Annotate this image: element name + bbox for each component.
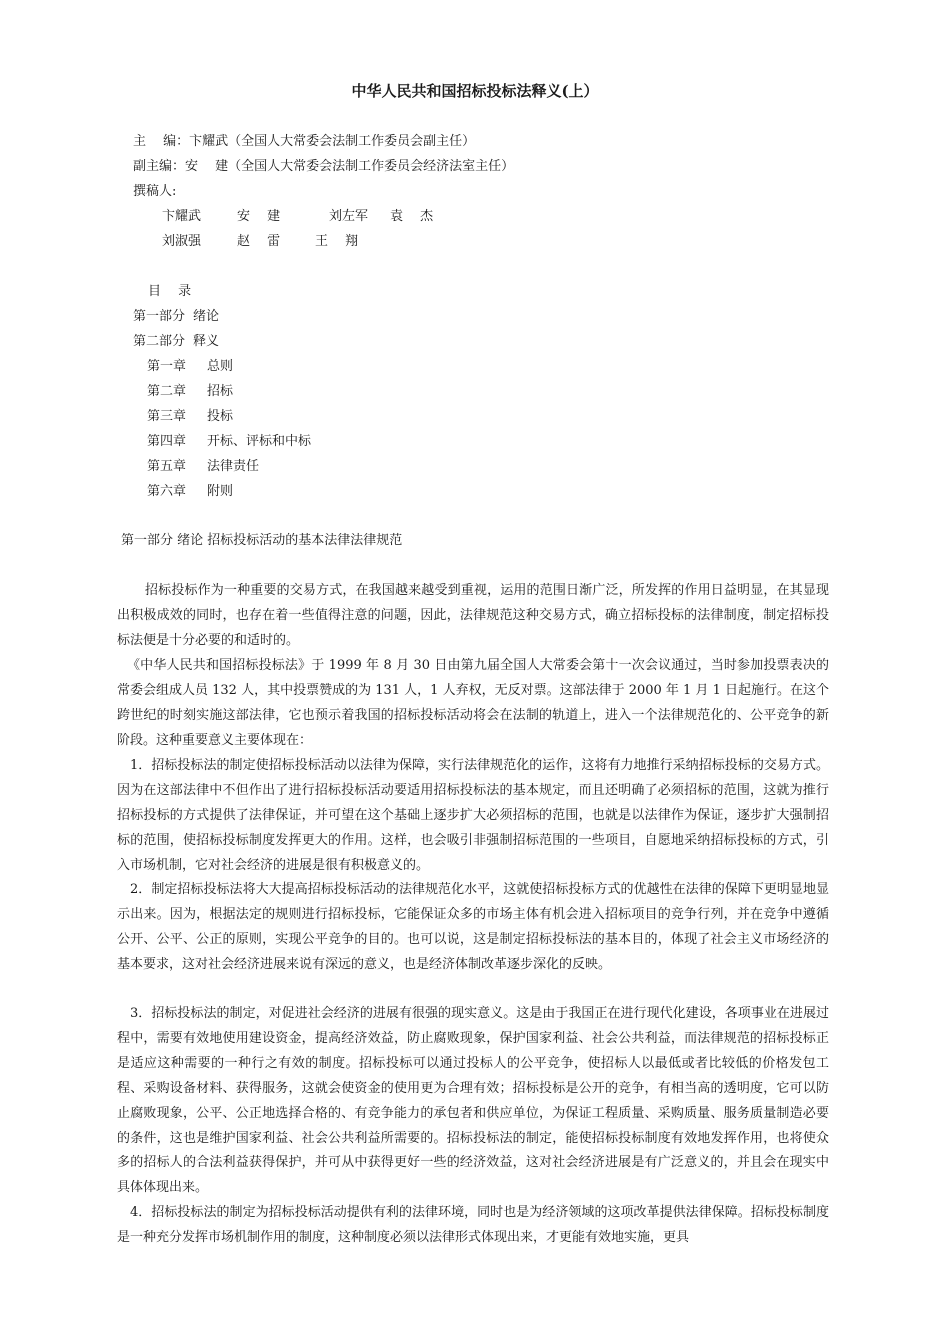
toc-part-number: 第一部分: [133, 309, 186, 324]
body-paragraph: 招标投标作为一种重要的交易方式，在我国越来越受到重视，运用的范围日渐广泛，所发挥的作用日益明显，在其显现出积极成效的同时，也存在着一些值得注意的问题，因此，法律规范这种交易方式，确立招标投标的法律制度，制定招标投标法便是十分必要的和适时的。: [117, 583, 829, 648]
toc-chapter-number: 第三章: [147, 409, 187, 424]
document-title: 中华人民共和国招标投标法释义(上）: [351, 82, 599, 100]
section-heading: 第一部分 绪论 招标投标活动的基本法律法律规范: [121, 533, 403, 548]
editor-line: 主 编：卞耀武（全国人大常委会法制工作委员会副主任）: [133, 134, 476, 149]
body-paragraph: 《中华人民共和国招标投标法》于 1999 年 8 月 30 日由第九届全国人大常委会第十一次会议通过，当时参加投票表决的常委会组成人员 132 人，其中投票赞成的为 131 人，1 人弃权，无反对票。这部法律于 2000 年 1 月 1 日起施行。在这个跨世纪的时刻实施这部法律，它也预示着我国的招标投标活动将会在法制的轨道上，进入一个法律规范化的、公平竞争的新阶段。这种重要意义主要体现在：: [117, 658, 829, 748]
toc-chapter-number: 第六章: [147, 484, 187, 499]
toc-chapter-number: 第五章: [147, 459, 187, 474]
writers-row-1: [162, 207, 433, 227]
toc-chapter-number: 第一章: [147, 359, 187, 374]
toc-part-item[interactable]: [133, 332, 219, 352]
toc-chapter-item[interactable]: [147, 382, 233, 402]
toc-chapter-item[interactable]: [147, 432, 311, 452]
toc-chapter-name: 招标: [207, 384, 234, 399]
toc-chapter-item[interactable]: [147, 407, 233, 427]
toc-heading: 目 录: [148, 284, 192, 299]
toc-part-number: 第二部分: [133, 334, 186, 349]
body-paragraph: 4．招标投标法的制定为招标投标活动提供有利的法律环境，同时也是为经济领域的这项改革提供法律保障。招标投标制度是一种充分发挥市场机制作用的制度，这种制度必须以法律形式体现出来，才更能有效地实施，更具: [117, 1205, 829, 1245]
toc-part-name: 释义: [193, 334, 220, 349]
writer-name: 袁 杰: [390, 209, 434, 224]
toc-chapter-name: 开标、评标和中标: [207, 434, 312, 449]
toc-part-item[interactable]: [133, 307, 219, 327]
body-paragraph: 3．招标投标法的制定，对促进社会经济的进展有很强的现实意义。这是由于我国正在进行现代化建设，各项事业在进展过程中，需要有效地使用建设资金，提高经济效益，防止腐败现象，保护国家利益、社会公共利益，而法律规范的招标投标正是适应这种需要的一种行之有效的制度。招标投标可以通过投标人的公平竞争，使招标人以最低或者比较低的价格发包工程、采购设备材料、获得服务，这就会使资金的使用更为合理有效；招标投标是公开的竞争，有相当高的透明度，它可以防止腐败现象，公平、公正地选择合格的、有竞争能力的承包者和供应单位，为保证工程质量、采购质量、服务质量制造必要的条件，这也是维护国家利益、社会公共利益所需要的。招标投标法的制定，能使招标投标制度有效地发挥作用，也将使众多的招标人的合法利益获得保护，并可从中获得更好一些的经济效益，这对社会经济进展是有广泛意义的，并且会在现实中具体体现出来。: [117, 1006, 829, 1196]
writer-name: 卞耀武: [162, 209, 202, 224]
toc-chapter-number: 第四章: [147, 434, 187, 449]
writer-name: 赵 雷: [237, 234, 281, 249]
toc-chapter-name: 投标: [207, 409, 234, 424]
toc-part-name: 绪论: [193, 309, 220, 324]
toc-chapter-name: 总则: [207, 359, 234, 374]
toc-chapter-item[interactable]: [147, 457, 259, 477]
toc-chapter-item[interactable]: [147, 482, 233, 502]
writer-name: 刘左军: [329, 209, 369, 224]
toc-chapter-number: 第二章: [147, 384, 187, 399]
writer-name: 王 翔: [315, 234, 359, 249]
writer-name: 刘淑强: [162, 234, 202, 249]
deputy-editor-line: 副主编：安 建（全国人大常委会法制工作委员会经济法室主任）: [133, 159, 515, 174]
writer-name: 安 建: [237, 209, 281, 224]
writers-label: 撰稿人:: [133, 184, 177, 199]
toc-chapter-item[interactable]: [147, 357, 233, 377]
body-paragraph: 2．制定招标投标法将大大提高招标投标活动的法律规范化水平，这就使招标投标方式的优越性在法律的保障下更明显地显示出来。因为，根据法定的规则进行招标投标，它能保证众多的市场主体有机会进入招标项目的竞争行列，并在竞争中遵循公开、公平、公正的原则，实现公平竞争的目的。也可以说，这是制定招标投标法的基本目的，体现了社会主义市场经济的基本要求，这对社会经济进展来说有深远的意义，也是经济体制改革逐步深化的反映。: [117, 882, 829, 972]
toc-chapter-name: 附则: [207, 484, 234, 499]
body-paragraph: 1．招标投标法的制定使招标投标活动以法律为保障，实行法律规范化的运作，这将有力地推行采纳招标投标的交易方式。因为在这部法律中不但作出了进行招标投标活动要适用招标投标法的基本规定，而且还明确了必须招标的范围，这就为推行招标投标的方式提供了法律保证，并可望在这个基础上逐步扩大必须招标的范围，也就是以法律作为保证，逐步扩大强制招标的范围，使招标投标制度发挥更大的作用。这样，也会吸引非强制招标范围的一些项目，自愿地采纳招标投标的方式，引入市场机制，它对社会经济的进展是很有积极意义的。: [117, 758, 829, 873]
toc-chapter-name: 法律责任: [207, 459, 260, 474]
writers-row-2: [162, 232, 358, 252]
